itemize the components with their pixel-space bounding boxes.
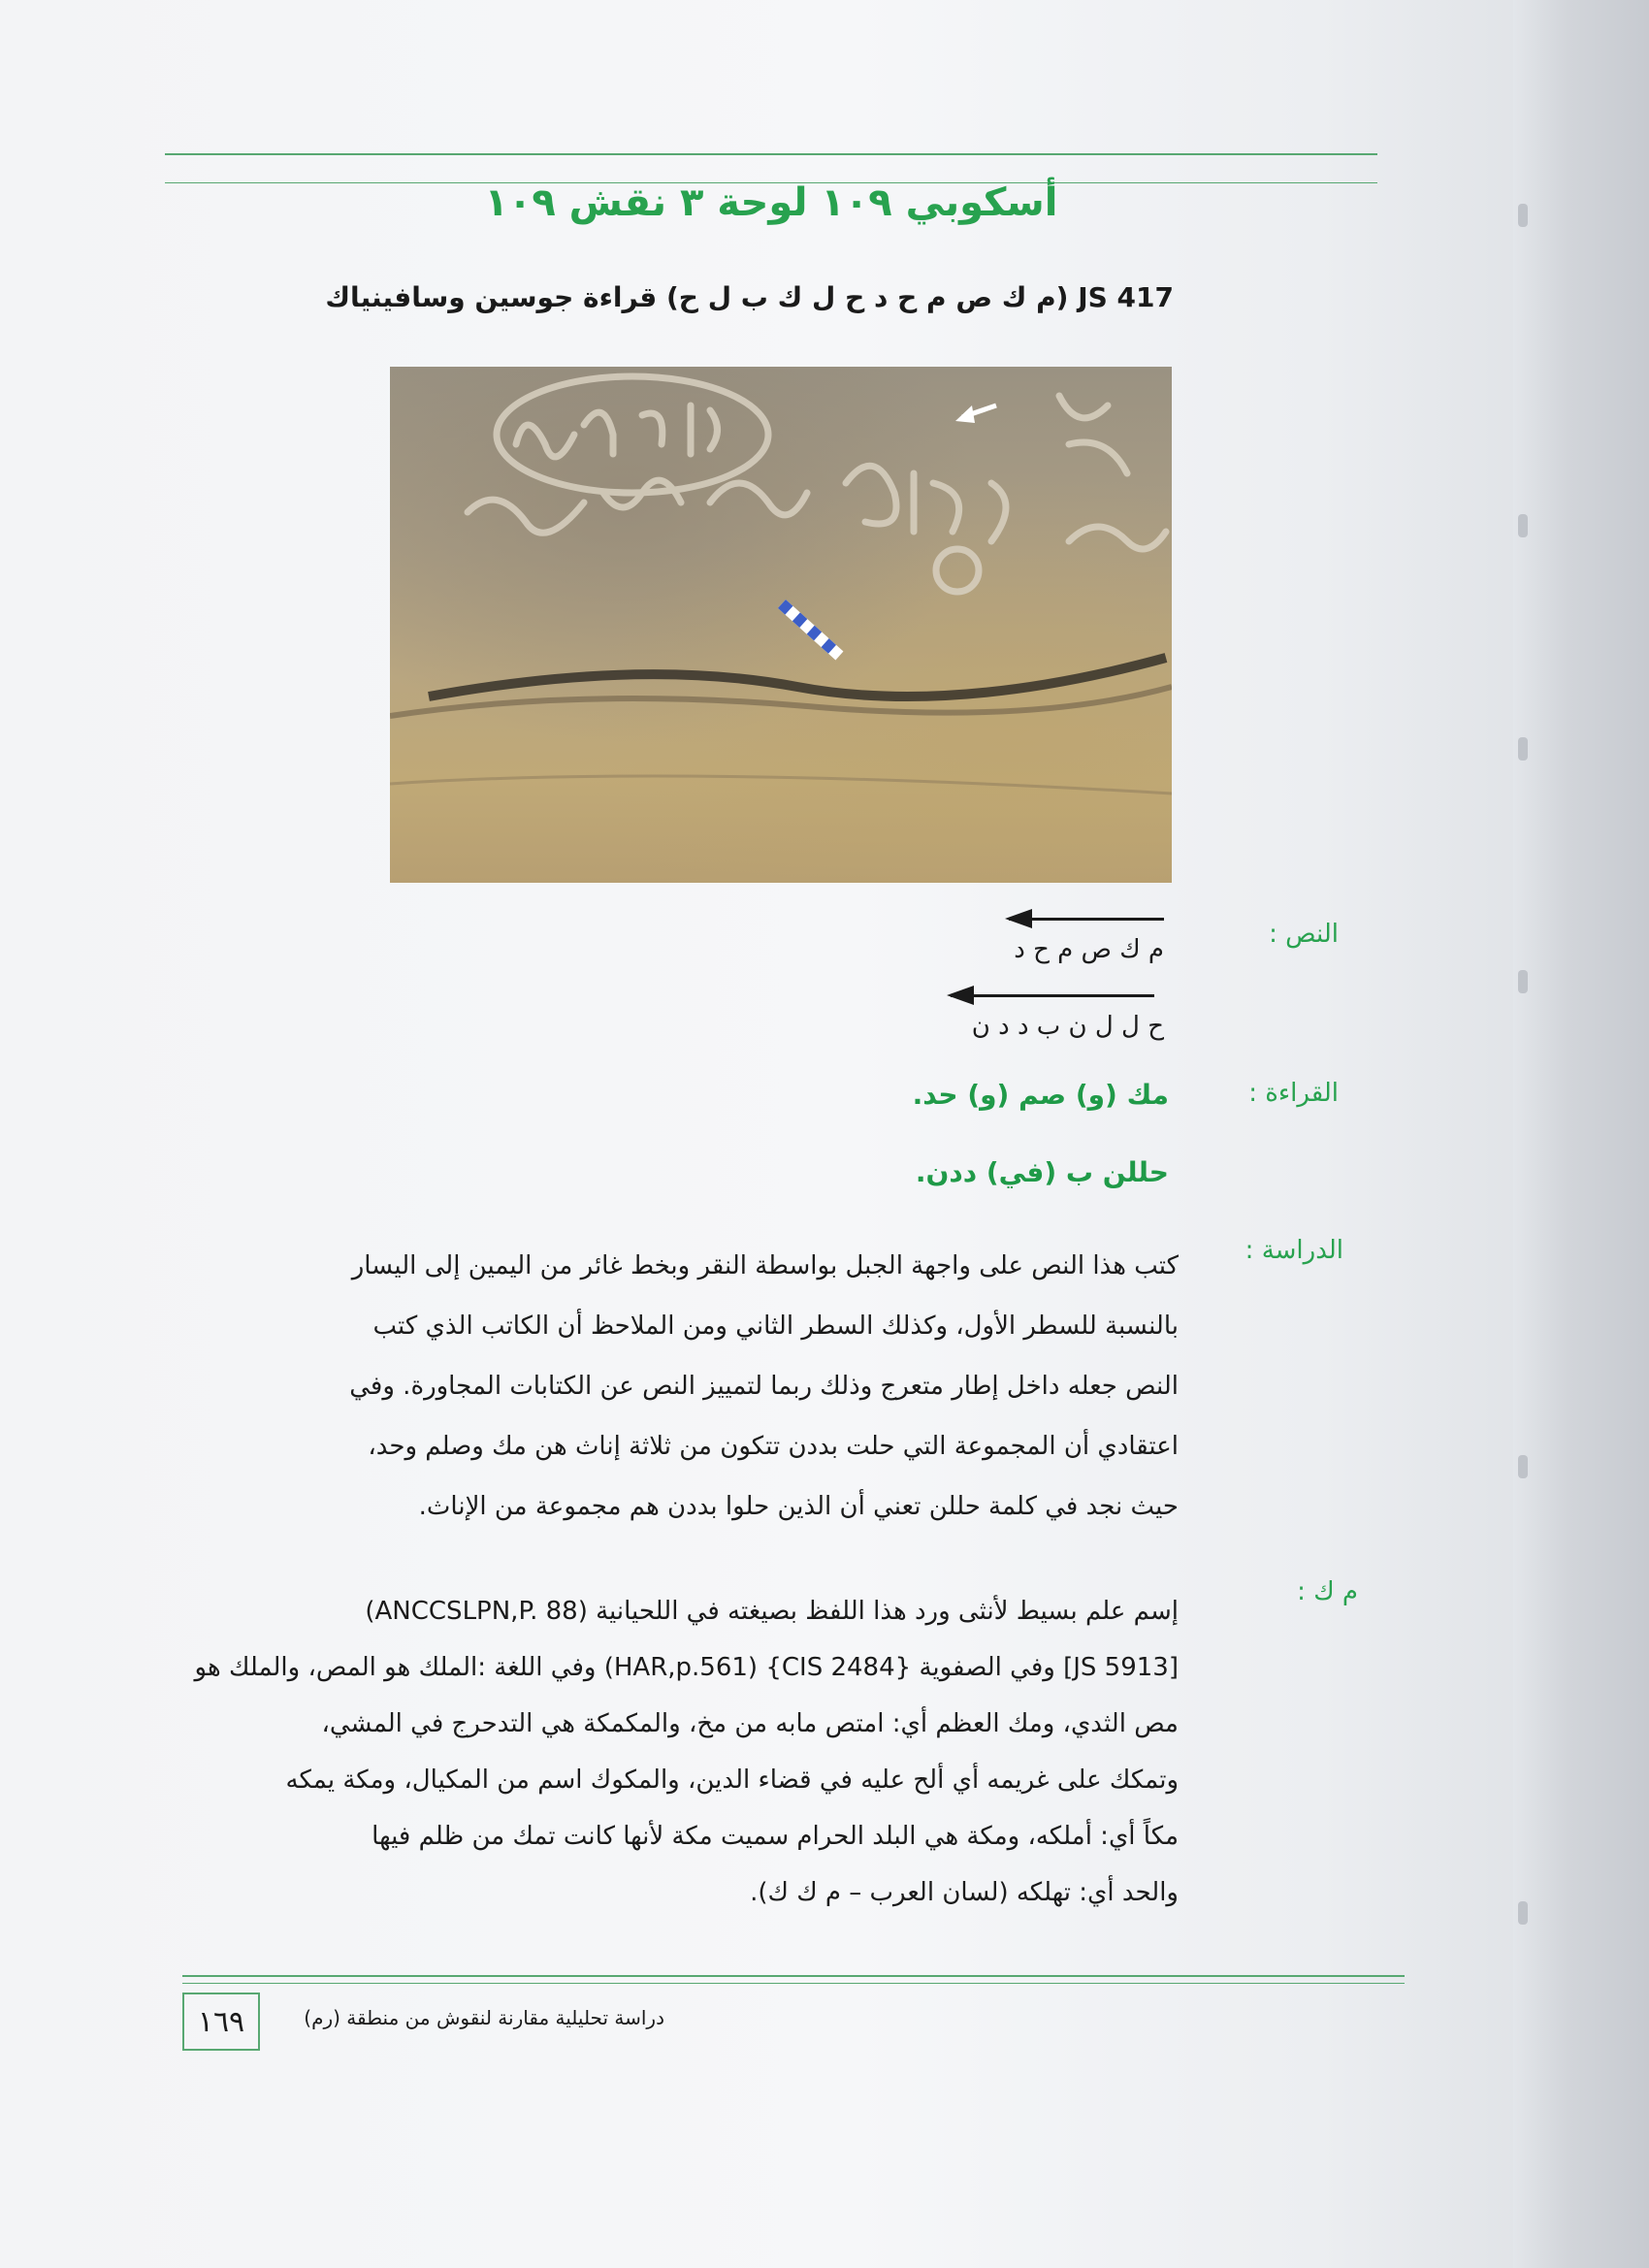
mk-line: مكاً أي: أملكه، ومكة هي البلد الحرام سميت مكة لأنها كانت تمك من ظلم فيها (372, 1822, 1179, 1851)
footer-title: دراسة تحليلية مقارنة لنقوش من منطقة (رم) (304, 2006, 664, 2029)
mk-line: مص الثدي، ومك العظم أي: امتص مابه من مخ، والمكمكة هي التدحرج في المشي، (321, 1709, 1179, 1738)
mk-line: إسم علم بسيط لأنثى ورد هذا اللفظ بصيغته في اللحيانية (ANCCSLPN,P. 88) (365, 1597, 1179, 1626)
study-line: بالنسبة للسطر الأول، وكذلك السطر الثاني ومن الملاحظ أن الكاتب الذي كتب (372, 1312, 1179, 1341)
mk-line: [JS 5913] وفي الصفوية {CIS 2484} (HAR,p.561) وفي اللغة :الملك هو المص، والملك هو (194, 1653, 1179, 1682)
study-line: النص جعله داخل إطار متعرج وذلك ربما لتمييز النص عن الكتابات المجاورة. وفي (349, 1372, 1179, 1401)
text-line-1: م ك ص م ح د (1014, 935, 1164, 964)
rtl-arrow-icon (951, 994, 1154, 997)
reading-line-1: مك (و) صم (و) حد. (912, 1079, 1169, 1111)
page-title: أسكوبي ١٠٩ لوحة ٣ نقش ١٠٩ (484, 180, 1058, 225)
reading-line-2: حللن ب (في) ددن. (915, 1156, 1169, 1188)
study-line: اعتقادي أن المجموعة التي حلت بددن تتكون من ثلاثة إناث هن مك وصلم وحد، (368, 1432, 1179, 1461)
text-line-2: ح ل ل ن ب د د ن (971, 1012, 1164, 1041)
binding-stitch (1518, 737, 1528, 761)
white-arrow-icon (955, 405, 996, 423)
footer-rule (182, 1983, 1405, 1984)
study-label: الدراسة : (1245, 1236, 1343, 1265)
rtl-arrow-icon (1009, 918, 1164, 921)
footer-rule (182, 1975, 1405, 1977)
page-number: ١٦٩ (182, 1993, 260, 2051)
binding-stitch (1518, 1455, 1528, 1478)
binding-stitch (1518, 970, 1528, 993)
study-line: حيث نجد في كلمة حللن تعني أن الذين حلوا بددن هم مجموعة من الإناث. (418, 1492, 1179, 1521)
inscription-subtitle: JS 417 (م ك ص م ح د ح ل ك ب ل ح) قراءة جوسين وسافينياك (325, 281, 1174, 313)
binding-stitch (1518, 514, 1528, 537)
page-edge (1513, 0, 1649, 2268)
mk-line: والحد أي: تهلكه (لسان العرب – م ك ك). (750, 1878, 1179, 1907)
inscription-photo (390, 367, 1172, 883)
study-line: كتب هذا النص على واجهة الجبل بواسطة النقر وبخط غائر من اليمين إلى اليسار (351, 1251, 1179, 1280)
scale-bar (778, 599, 843, 660)
mk-paragraph (175, 1583, 1179, 1921)
binding-stitch (1518, 1901, 1528, 1925)
study-paragraph (175, 1236, 1179, 1537)
rock-texture (390, 367, 1172, 883)
reading-label: القراءة : (1248, 1079, 1339, 1108)
binding-stitch (1518, 204, 1528, 227)
header-rule (165, 153, 1377, 155)
mk-label: م ك : (1297, 1577, 1358, 1606)
text-label: النص : (1269, 920, 1339, 949)
mk-line: وتمكك على غريمه أي ألح عليه في قضاء الدين، والمكوك اسم من المكيال، ومكة يمكه (285, 1766, 1179, 1795)
